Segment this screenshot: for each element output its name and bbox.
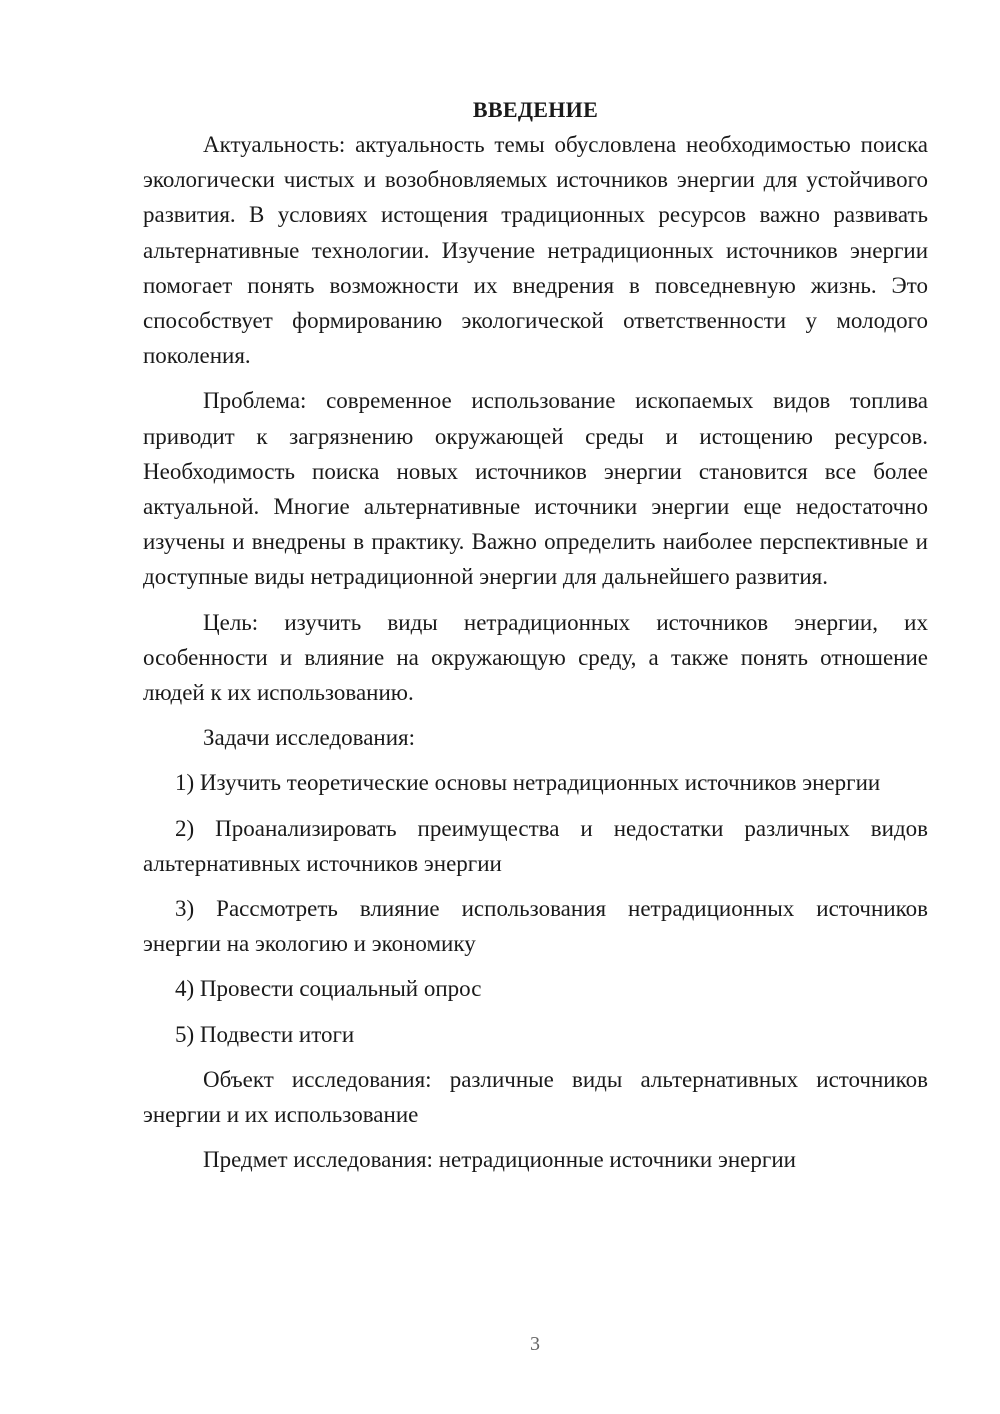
object-paragraph: Объект исследования: различные виды альтернативных источников энергии и их использование [143, 1066, 928, 1128]
tasks-heading: Задачи исследования: [203, 725, 416, 751]
task-item-2: 2) Проанализировать преимущества и недостатки различных видов альтернативных источников энергии [143, 815, 928, 876]
task-item-1: 1) Изучить теоретические основы нетрадиционных источников энергии [175, 770, 881, 796]
task-item-3: 3) Рассмотреть влияние использования нетрадиционных источников энергии на экологию и экономику [143, 896, 928, 957]
subject-paragraph: Предмет исследования: нетрадиционные источники энергии [203, 1147, 796, 1173]
goal-paragraph: Цель: изучить виды нетрадиционных источников энергии, их особенности и влияние на окружающую среду, а также понять отношение людей к их использованию. [143, 609, 928, 706]
page-title: ВВЕДЕНИЕ [472, 97, 599, 122]
page-number: 3 [530, 1333, 540, 1355]
task-item-4: 4) Провести социальный опрос [175, 976, 482, 1002]
document-page [143, 92, 928, 1177]
relevance-paragraph: Актуальность: актуальность темы обусловлена необходимостью поиска экологически чистых и возобновляемых источников энергии для устойчивого развития. В условиях истощения традиционных ресурсов важно развивать альтернативные технологии. Изучение нетрадиционных источников энергии помогает понять возможности их внедрения в повседневную жизнь. Это способствует формированию экологической ответственности у молодого поколения. [143, 132, 928, 369]
task-item-5: 5) Подвести итоги [175, 1021, 355, 1047]
problem-paragraph: Проблема: современное использование ископаемых видов топлива приводит к загрязнению окружающей среды и истощению ресурсов. Необходимость поиска новых источников энергии становится все более актуальной. Многие альтернативные источники энергии еще недостаточно изучены и внедрены в практику. Важно определить наиболее перспективные и доступные виды нетрадиционной энергии для дальнейшего развития. [143, 388, 928, 590]
